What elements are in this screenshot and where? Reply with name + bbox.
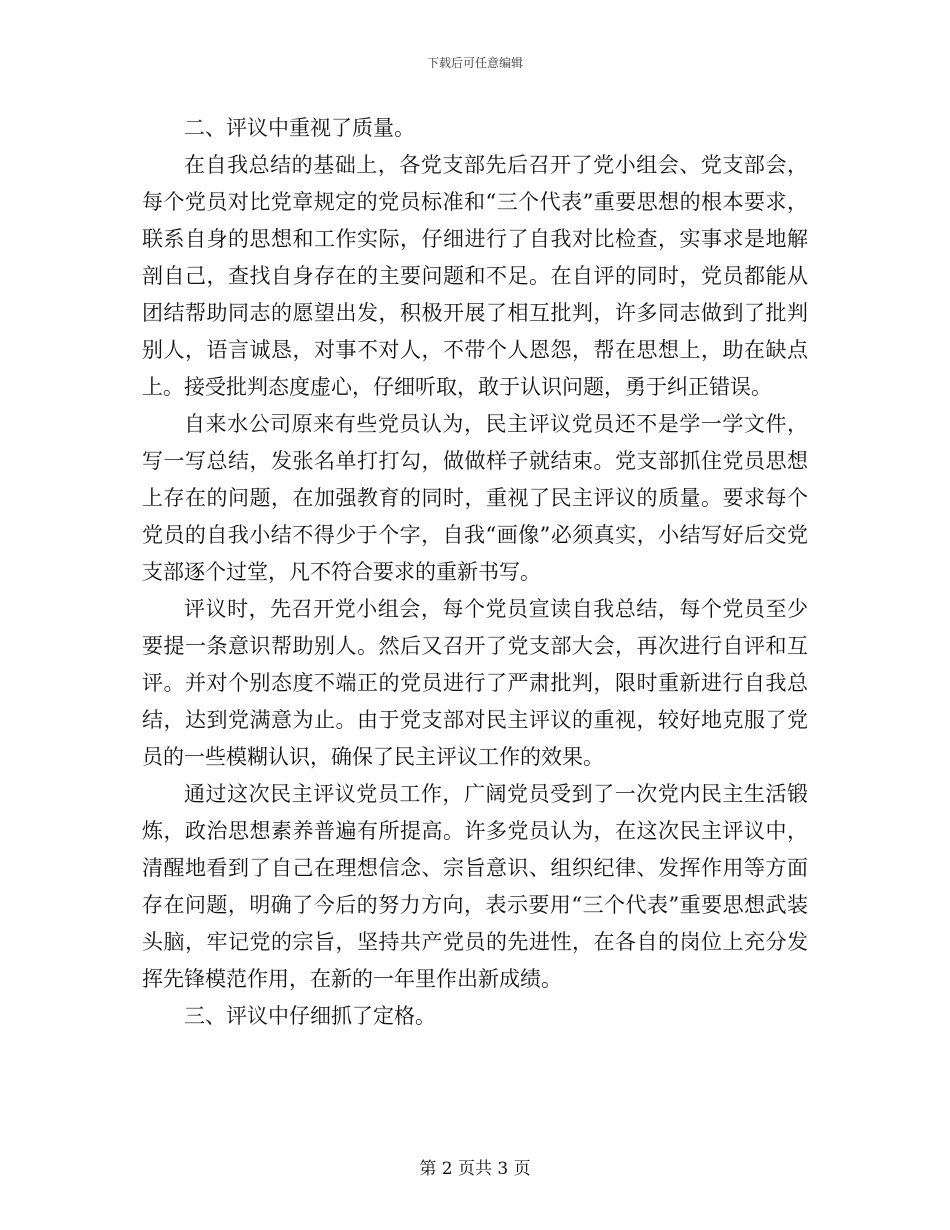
page-footer: 第 2 页共 3 页 [419, 1159, 531, 1179]
page-header: 下载后可任意编辑 [426, 56, 523, 70]
section-heading-quality: 二、评议中重视了质量。 [184, 116, 415, 140]
paragraph-water-company: 自来水公司原来有些党员认为，民主评议党员还不是学一学文件，写一写总结，发张名单打打勾，做做样子就结束。党支部抓住党员思想上存在的问题，在加强教育的同时，重视了民主评议的质量。要求每个党员的自我小结不得少于个字，自我“画像”必须真实，小结写好后交党支部逐个过堂，凡不符合要求的重新书写。 [142, 412, 808, 584]
document-body [142, 110, 808, 1035]
paragraph-results: 通过这次民主评议党员工作，广阔党员受到了一次党内民主生活锻炼，政治思想素养普遍有所提高。许多党员认为，在这次民主评议中，清醒地看到了自己在理想信念、宗旨意识、组织纪律、发挥作用等方面存在问题，明确了今后的努力方向，表示要用“三个代表”重要思想武装头脑，牢记党的宗旨，坚持共产党员的先进性，在各自的岗位上充分发挥先锋模范作用，在新的一年里作出新成绩。 [142, 782, 808, 991]
section-heading-rating: 三、评议中仔细抓了定格。 [184, 1004, 436, 1028]
paragraph-evaluation-process: 评议时，先召开党小组会，每个党员宣读自我总结，每个党员至少要提一条意识帮助别人。然后又召开了党支部大会，再次进行自评和互评。并对个别态度不端正的党员进行了严肃批判，限时重新进行自我总结，达到党满意为止。由于党支部对民主评议的重视，较好地克服了党员的一些模糊认识，确保了民主评议工作的效果。 [142, 597, 808, 769]
paragraph-self-summary: 在自我总结的基础上，各党支部先后召开了党小组会、党支部会，每个党员对比党章规定的党员标准和“三个代表”重要思想的根本要求，联系自身的思想和工作实际，仔细进行了自我对比检查，实事求是地解剖自己，查找自身存在的主要问题和不足。在自评的同时，党员都能从团结帮助同志的愿望出发，积极开展了相互批判，许多同志做到了批判别人，语言诚恳，对事不对人，不带个人恩怨，帮在思想上，助在缺点上。接受批判态度虚心，仔细听取，敢于认识问题，勇于纠正错误。 [142, 153, 808, 399]
